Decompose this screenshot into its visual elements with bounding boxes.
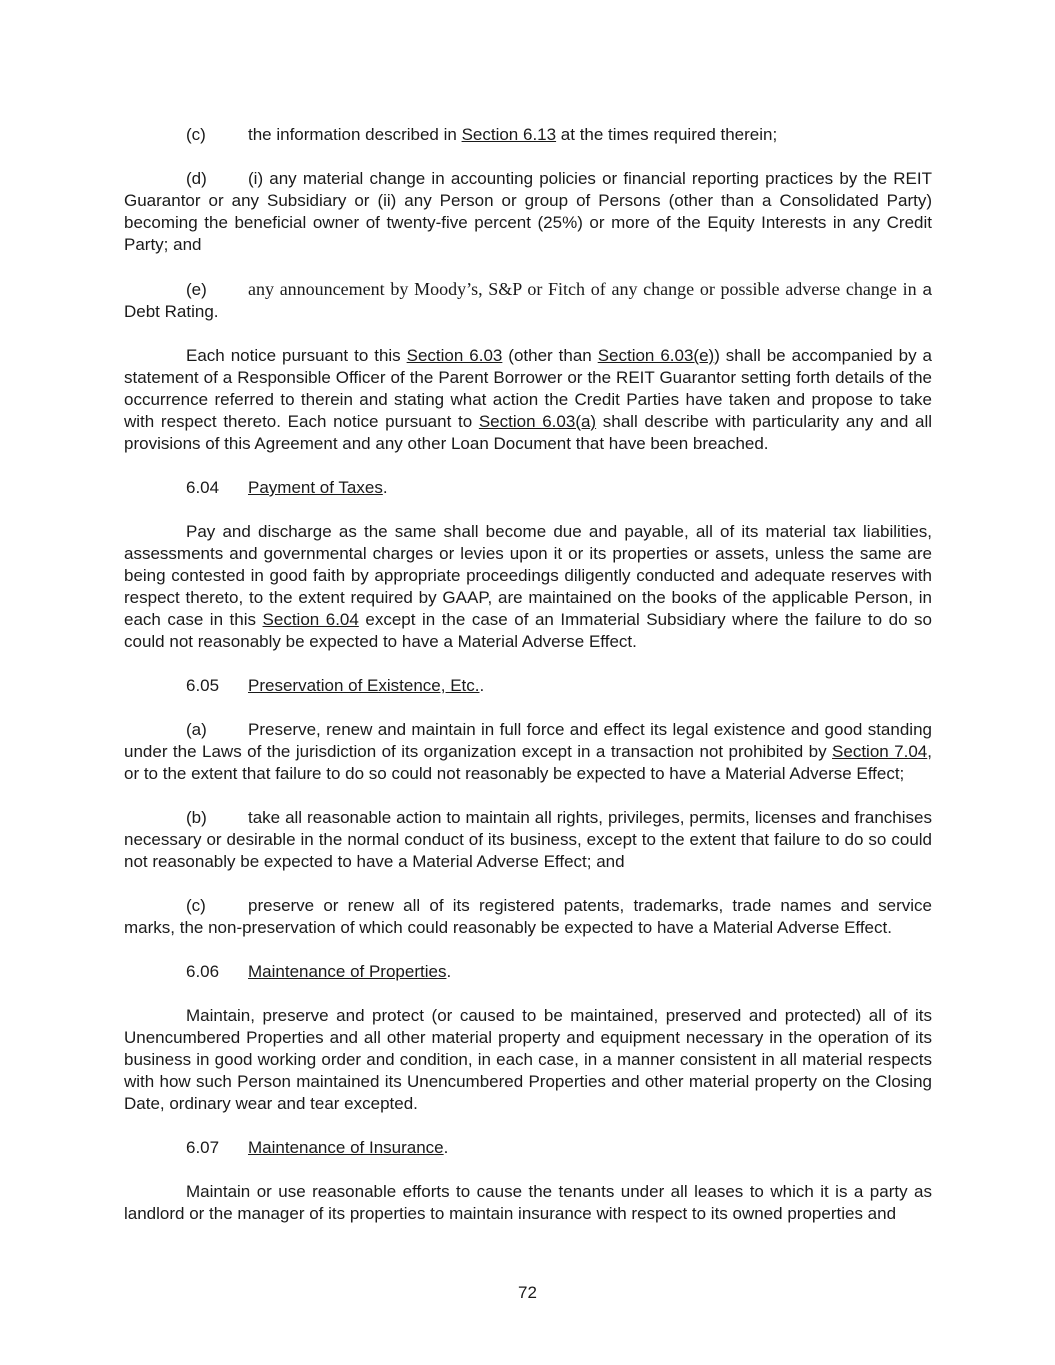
section-link[interactable]: Section 6.03: [406, 346, 503, 365]
clause-label: (d): [186, 169, 207, 188]
section-number: 6.06: [186, 962, 220, 981]
document-page: [124, 124, 932, 1247]
section-number: 6.04: [186, 478, 220, 497]
section-title: Preservation of Existence, Etc.: [248, 676, 480, 695]
section-number: 6.05: [186, 676, 220, 695]
section-link[interactable]: Section 7.04: [832, 742, 928, 761]
section-title: Maintenance of Properties: [248, 962, 447, 981]
section-link[interactable]: Section 6.03(e): [597, 346, 715, 365]
paragraph-notice: Each notice pursuant to this Section 6.03 (other than Section 6.03(e)) shall be accompanied by a statement of a Responsible Officer of the Parent Borrower or the REIT Guarantor setting forth details of the occurrence referred to therein and stating what action the Credit Parties have taken and propose to take with respect thereto. Each notice pursuant to Section 6.03(a) shall describe with particularity any and all provisions of this Agreement and any other Loan Document that have been breached.: [124, 346, 932, 453]
section-number: 6.07: [186, 1138, 220, 1157]
paragraph-properties: Maintain, preserve and protect (or caused to be maintained, preserved and protected) all of its Unencumbered Properties and all other material property and equipment necessary in the operation of its business in good working order and condition, in each case, in a manner consistent in all material respects with how such Person maintained its Unencumbered Properties and other material property on the Closing Date, ordinary wear and tear excepted.: [124, 1006, 932, 1113]
page-number: 72: [518, 1283, 537, 1302]
clause-label: (c): [186, 896, 206, 915]
paragraph-6-05-c: (c) preserve or renew all of its registered patents, trademarks, trade names and service marks, the non-preservation of which could reasonably be expected to have a Material Adverse Effect.: [124, 896, 932, 937]
paragraph-c-info: (c) the information described in Section 6.13 at the times required therein;: [186, 125, 778, 144]
paragraph-6-05-a: (a) Preserve, renew and maintain in full force and effect its legal existence and good standing under the Laws of the jurisdiction of its organization except in a transaction not prohibited by Section 7.04, or to the extent that failure to do so could not reasonably be expected to have a Material Adverse Effect;: [124, 720, 933, 783]
paragraph-insurance: Maintain or use reasonable efforts to cause the tenants under all leases to which it is a party as landlord or the manager of its properties to maintain insurance with respect to its owned properties and: [124, 1182, 932, 1223]
section-heading-6-06: 6.06 Maintenance of Properties.: [186, 962, 452, 981]
paragraph-d-material-change: (d) (i) any material change in accounting policies or financial reporting practices by the REIT Guarantor or any Subsidiary or (ii) any Person or group of Persons (other than a Consolidated Party) becoming the beneficial owner of twenty-five percent (25%) or more of the Equity Interests in any Credit Party; and: [124, 169, 932, 254]
clause-label: (b): [186, 808, 207, 827]
section-heading-6-07: 6.07 Maintenance of Insurance.: [186, 1138, 449, 1157]
paragraph-taxes: Pay and discharge as the same shall become due and payable, all of its material tax liabilities, assessments and governmental charges or levies upon it or its properties or assets, unless the same are being contested in good faith by appropriate proceedings diligently conducted and adequate reserves with respect thereto, to the extent required by GAAP, are maintained on the books of the applicable Person, in each case in this Section 6.04 except in the case of an Immaterial Subsidiary where the failure to do so could not reasonably be expected to have a Material Adverse Effect.: [124, 522, 932, 651]
paragraph-6-05-b: (b) take all reasonable action to maintain all rights, privileges, permits, licenses and franchises necessary or desirable in the normal conduct of its business, except to the extent that failure to do so could not reasonably be expected to have a Material Adverse Effect; and: [124, 808, 932, 871]
section-title: Payment of Taxes: [248, 478, 383, 497]
section-link[interactable]: Section 6.03(a): [478, 412, 597, 431]
section-link[interactable]: Section 6.04: [262, 610, 359, 629]
clause-label: (a): [186, 720, 207, 739]
clause-label: (e): [186, 280, 207, 299]
clause-label: (c): [186, 125, 206, 144]
paragraph-e-announcement: (e) any announcement by Moody’s, S&P or Fitch of any change or possible adverse change in a Debt Rating.: [124, 279, 932, 321]
section-title: Maintenance of Insurance: [248, 1138, 444, 1157]
section-link[interactable]: Section 6.13: [461, 125, 557, 144]
section-heading-6-05: 6.05 Preservation of Existence, Etc..: [186, 676, 485, 695]
section-heading-6-04: 6.04 Payment of Taxes.: [186, 478, 388, 497]
